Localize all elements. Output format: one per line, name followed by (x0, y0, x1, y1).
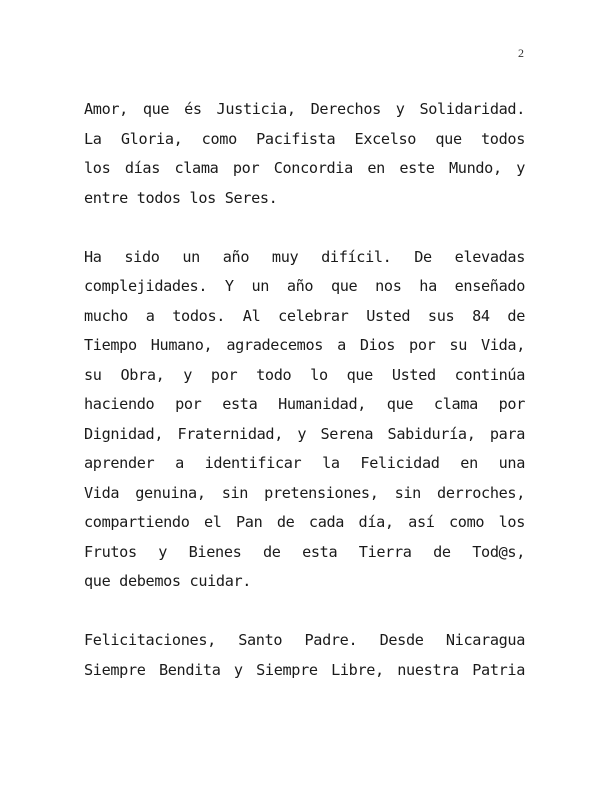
paragraph-2 (84, 243, 525, 597)
text-line: Siempre Bendita y Siempre Libre, nuestra Patria (84, 660, 525, 679)
text-line: Vida genuina, sin pretensiones, sin derroches, (84, 483, 525, 502)
text-line: Frutos y Bienes de esta Tierra de Tod@s, (84, 542, 525, 561)
text-line: compartiendo el Pan de cada día, así como los (84, 513, 525, 531)
text-line: que debemos cuidar. (84, 572, 252, 590)
letter-body (84, 95, 525, 715)
paragraph-3 (84, 626, 525, 685)
text-line: mucho a todos. Al celebrar Usted sus 84 de (84, 306, 525, 325)
text-line: Amor, que és Justicia, Derechos y Solidaridad. (84, 100, 525, 118)
text-line: complejidades. Y un año que nos ha enseñado (84, 277, 525, 295)
text-line: aprender a identificar la Felicidad en una (84, 454, 525, 472)
text-line: su Obra, y por todo lo que Usted continúa (84, 365, 525, 384)
text-line: Felicitaciones, Santo Padre. Desde Nicaragua (84, 631, 525, 649)
text-line: los días clama por Concordia en este Mundo, y (84, 159, 525, 177)
text-line: entre todos los Seres. (84, 188, 278, 207)
text-line: Ha sido un año muy difícil. De elevadas (84, 247, 525, 266)
text-line: Dignidad, Fraternidad, y Serena Sabiduría, para (84, 424, 525, 443)
text-line: Tiempo Humano, agradecemos a Dios por su Vida, (84, 336, 525, 354)
paragraph-1 (84, 95, 525, 213)
page-number: 2 (518, 46, 524, 60)
text-line: La Gloria, como Pacifista Excelso que todos (84, 129, 525, 148)
text-line: haciendo por esta Humanidad, que clama por (84, 395, 525, 413)
